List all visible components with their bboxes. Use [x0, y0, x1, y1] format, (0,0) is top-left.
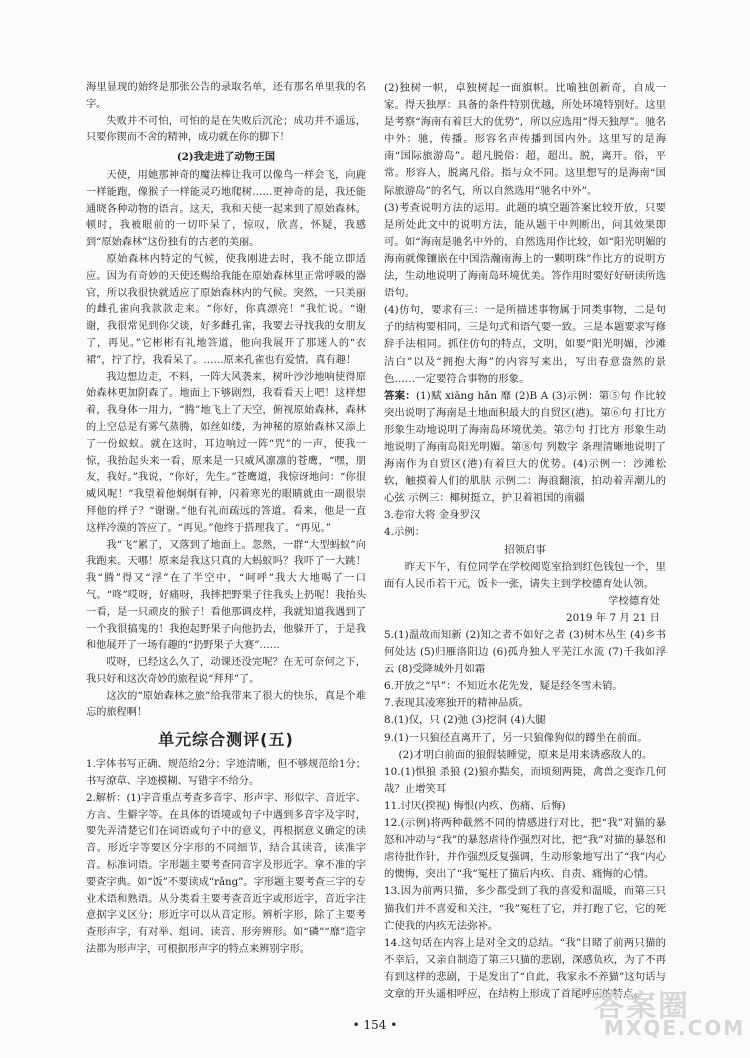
answer-item: 4.示例： [384, 526, 426, 539]
answer-text: (1)赋 xiāng hǎn 靡 (2)B A (3)示例：第⑤句 作比较 突出说明了海南是土地面积最大的自贸区(港)。第⑥句 打比方 形象生动地说明了海南岛环境优美。第⑦句 打比方 形象生动地说明了海南岛阳光明媚。第⑧句 列数字 条理清晰地说明了海南作为自贸区(港)有着巨大的优势。(4)示例一：沙滩松软，触摸着人们的肌肤 示例二：海浪翻滚，拍动着弄潮儿的心弦 示例三：椰树挺立，护卫着祖国的南疆 [384, 389, 666, 505]
essay-subtitle: (2)我走进了动物王国 [176, 151, 276, 164]
notice-body: 昨天下午，有位同学在学校阅览室拾到红色钱包一个，里面有人民币若干元，饭卡一张，请失主到学校德育处认领。 [384, 560, 666, 590]
answer-item: 9.(1)一只狼径直离开了，另一只狼像狗似的蹲坐在前面。 [384, 731, 648, 744]
answer-item: (3)考查说明方法的运用。此题的填空题答案比较开放，只要是所处此文中的说明方法，能从题干中判断出，问其效果即可。如“海南是驰名中外的，自然选用作比较，如“阳光明媚的海南就像镶嵌在中国浩瀚南海上的一颗明珠”作比方的说明方法，生动地说明了海南岛环境优美。答作用时要好好研读所选语句。 [384, 201, 666, 300]
section-title: 单元综合测评(五) [158, 730, 294, 750]
answer-item: 2.解析：(1)字音重点考查多音字、形声字、形似字、音近字、方言、生僻字等。在具体的语境或句子中遇到多音字及字时，要先弄清楚它们在词语或句子中的意义，再根据意义确定的读音。形近字等要区分字形的不同细节，结合其读音，读准字音。标准词语。字形题主要考查同音字及形近字。拿不准的字要查字典。如“饭”不要读成“rǎng”。字形题主要考查三字的专业术语和熟语。从分类看主要考查音近字或形近字，音近字注意据字义区分；形近字可以从音定形。辨析字形，除了主要考查形声字，有对举、组词、读音、形旁辨形。如“磷”“靡”造字法都为形声字，可根据形声字的特点来辨别字形。 [86, 792, 366, 956]
paragraph: 失败并不可怕，可怕的是在失败后沉沦；成功并不遥远，只要你锲而不舍的精神，成功就在你的脚下！ [86, 115, 366, 144]
answer-item: 10.(1)惧狼 杀狼 (2)狼亦黠矣，而顷刻两毙，禽兽之变诈几何哉？止增笑耳 [384, 765, 666, 795]
answer-label: 答案： [384, 389, 416, 402]
answer-item: 11.讨厌(揆视) 悔恨(内疚、伤痛、后悔) [384, 799, 566, 812]
page-number: • 154 • [352, 1018, 398, 1032]
answer-item: (2)才明白前面的狼假装睡觉，原来是用来诱惑敌人的。 [398, 748, 653, 761]
answer-item: (2)独树一帜，卓独树起一面旗帜。比喻独创新奇，自成一家。得天独厚：具备的条件特别优越，所处环境特别好。这里是考察“海南有着巨大的优势”，所以应选用“得天独厚”。驰名中外：驰，传播。形容名声传播到国内外。这里写的是海南“国际旅游岛”。超凡脱俗：超，超出。脱，离开。俗，平常。形容人，脱离凡俗。指与众不同。这里想写的是海南“国际旅游岛”的名气，所以自然选用“驰名中外”。 [384, 82, 666, 197]
answer-item: (4)仿句，要求有三：一是所描述事物属于同类事物，二是句子的结构要相同，三是句式和语气要一致。三是本题要求写修辞手法相同。抓住仿句的特点，文明，如要“阳光明媚，沙滩洁白”以及“拥抱大海”的内容写来出，写出春意盎然的景色……一定要符合事物的形象。 [384, 304, 666, 385]
answer-item: 1.字体书写正确、规范给2分；字迹清晰，但不够规范给1分；书写潦草、字迹模糊、写错字不给分。 [86, 759, 366, 788]
watermark-url: MXQE.COM [604, 1016, 746, 1040]
answer-item: 3.卷帘大将 金身罗汉 [384, 509, 481, 522]
answer-item: 14.这句话在内容上是对全文的总结。“我”目睹了前两只猫的不幸后，又亲自制造了第三只猫的悲剧，深感负疚，为了不再有到这样的悲剧，于是发出了“自此，我家永不养猫”这句话与文章的开头遥相呼应，在结构上形成了首尾呼应的特点。 [384, 936, 666, 1000]
watermark-logo: 答案圈 [594, 989, 690, 1024]
paragraph: 海里显现的始终是那张公告的录取名单，还有那名单里我的名字。 [86, 82, 366, 110]
answer-item: 8.(1)仅，只 (2)弛 (3)挖洞 (4)大腿 [384, 714, 546, 727]
right-column [384, 80, 666, 1003]
answer-item: 5.(1)温故而知新 (2)知之者不如好之者 (3)树木丛生 (4)乡书何处达 (5)归雁洛阳边 (6)孤舟独人平芜江水流 (7)千我如浮云 (8)受降城外月如霜 [384, 629, 666, 676]
notice-title: 招领启事 [504, 543, 546, 556]
paragraph: 哎呀，已经这么久了，动课还没完呢？在无可奈何之下，我只好和这次奇妙的旅程说“拜拜”了。 [86, 657, 366, 685]
answer-item: 12.(示例)将两种截然不同的情感进行对比，把“我”对猫的暴怒和冲动与“我”的暴怒虐待作强烈对比，把“我”对猫的暴怒和虐待批作针，并作强烈反复强调，生动形象地写出了“我”内心的懊悔，突出了“我”冤枉了猫后内疚、自责、痛悔的心情。 [384, 817, 666, 881]
answer-item: 13.因为前两只猫，多少都受到了我的喜爱和温暖，而第三只猫我们并不喜爱和关注，“我”冤枉了它，并打跑了它，它的死亡使我的内疚无法弥补。 [384, 885, 666, 932]
left-column [86, 80, 366, 959]
paragraph: 这次的“原始森林之旅”给我带来了很大的快乐，真是个难忘的旅程啊！ [86, 690, 366, 719]
paragraph: 我“飞”累了，又落到了地面上。忽然，一群“大型蚂蚁”向我跑来。天哪！原来是我这只真的大蚂蚁吗？我吓了一大跳！我“腾”得又“浮”在了半空中，“呵呼”我大大地喝了一口气。“咚”哎呀，好痛呀，我摔把野果子往我头上扔呢！我抬头一看，是一只顽皮的猴子！看他那调皮样，我就知道我遇到了一个我很搞鬼的！我抱起野果子向他扔去，他躲开了，于是我和他展开了一场有趣的“扔野果子大赛”…… [86, 539, 366, 652]
notice-org: 学校德育处 [608, 594, 660, 607]
answer-item: 6.开放之“早”：不知近水花先发，疑是经冬雪未销。 [384, 680, 623, 693]
paragraph: 原始森林内特定的气候，使我刚进去时，我不能立即适应。因为有奇妙的天使还赐给我能在原始森林里正常呼吸的器官，所以我很快就适应了原始森林内的气候。突然，一只美丽的雌孔雀向我款款走来。“你好，你真漂亮！”我忙说。“谢谢，我很常见到你父谈，好多雌孔雀，我要去寻找我的女朋友了，再见。”它彬彬有礼地答道，他向我展开了那迷人的“衣裙”，拧了拧，我看呆了。……原来孔雀也有爱情，真有趣！ [86, 253, 366, 366]
answer-item: 7.表现其凌寒独开的精神品质。 [384, 697, 529, 710]
paragraph: 我边想边走，不料，一阵大风袭来，树叶沙沙地响使得原始森林更加阴森了。地面上下够剧烈，我看看天上吧！这样想着，我身体一用力，“腾”地飞上了天空，俯视原始森林，森林的上空总是有雾气蒸腾，如丝如缕，为神秘的原始森林又添上了一份蚁蚁。就在这时，耳边响过一阵“咒”的一声，使我一惊，我抬起头来一看，原来是一只威风凛凛的苍鹰，“嘿，朋友，我好。”我说，“你好，先生。”苍鹰道，我惊讶地问：“你很威风呢！”我望着他炯炯有神，闪着寒光的眼睛就由一副很崇拜他的样子？“谢谢。”他有礼而疏远的答道。看来，他是一直这样冷漠的答应了。“再见。”他终于搭理我了。“再见。” [86, 371, 366, 534]
notice-date: 2019 年 7 月 21 日 [566, 611, 660, 624]
answer-item [384, 388, 666, 508]
paragraph: 天使，用她那神奇的魔法棒让我可以像鸟一样会飞，向鹿一样能跑，像猴子一样能灵巧地爬树……更神奇的是，我还能通晓各种动物的语言。这天，我和天使一起来到了原始森林。顿时，我被眼前的一切吓呆了，惊叹，欣喜，怀疑，我感到“原始森林”这份独有的古老的美丽。 [86, 169, 366, 249]
